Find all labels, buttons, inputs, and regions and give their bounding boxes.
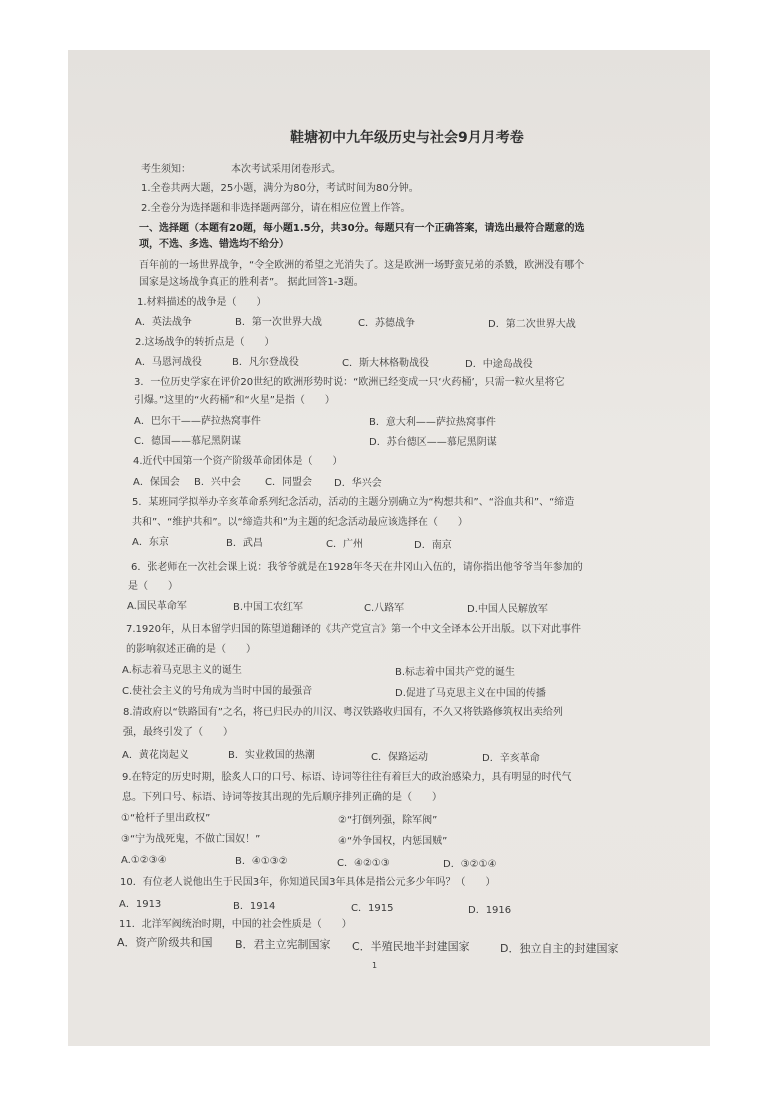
list-item: ①“枪杆子里出政权” (121, 813, 211, 824)
option: B．兴中会 (194, 477, 241, 488)
option: D．独立自主的封建国家 (500, 942, 619, 955)
option: B．武昌 (226, 538, 263, 549)
question-stem: 10．有位老人说他出生于民国3年，你知道民国3年具体是指公元多少年吗？（ ） (120, 877, 496, 888)
section-heading: 项，不选、多选、错选均不给分） (139, 239, 289, 250)
question-stem: 2.这场战争的转折点是（ ） (135, 337, 275, 348)
option: B．④①③② (235, 856, 288, 867)
option: B．1914 (233, 901, 276, 912)
option: C．④②①③ (337, 858, 390, 869)
question-stem: 共和”、“维护共和”。以“缔造共和”为主题的纪念活动最应该选择在（ ） (132, 517, 468, 528)
option: A.①②③④ (121, 855, 167, 866)
question-stem: 11．北洋军阀统治时期，中国的社会性质是（ ） (119, 919, 352, 930)
option: B．意大利——萨拉热窝事件 (369, 417, 496, 428)
option: D．辛亥革命 (482, 753, 540, 764)
option: C．斯大林格勒战役 (342, 358, 429, 369)
option: A．英法战争 (135, 317, 192, 328)
question-stem: 6．张老师在一次社会课上说：我爷爷就是在1928年冬天在井冈山入伍的，请你指出他爷爷当年参加的 (131, 562, 583, 573)
option: C．同盟会 (265, 477, 312, 488)
notice-line: 1.全卷共两大题，25小题，满分为80分，考试时间为80分钟。 (141, 183, 419, 194)
question-stem: 息。下列口号、标语、诗词等按其出现的先后顺序排列正确的是（ ） (122, 792, 442, 803)
option: A．马恩河战役 (135, 357, 202, 368)
page-title: 鞋塘初中九年级历史与社会9月月考卷 (290, 130, 524, 146)
option: D.中国人民解放军 (467, 604, 548, 615)
question-stem: 4.近代中国第一个资产阶级革命团体是（ ） (133, 456, 343, 467)
question-stem: 5．某班同学拟举办辛亥革命系列纪念活动，活动的主题分别确立为“构想共和”、“浴血共和”、“缔造 (132, 497, 575, 508)
option: A.标志着马克思主义的诞生 (122, 665, 242, 676)
notice-label: 考生须知： (141, 164, 191, 175)
option: B．君主立宪制国家 (235, 938, 331, 951)
material-text: 国家是这场战争真正的胜利者”。 据此回答1-3题。 (139, 277, 364, 288)
option: C．保路运动 (371, 752, 428, 763)
option: B．凡尔登战役 (232, 357, 299, 368)
option: D．1916 (468, 905, 512, 916)
option: A．1913 (119, 899, 162, 910)
option: D．南京 (414, 540, 452, 551)
option: A.国民革命军 (127, 601, 187, 612)
option: A．黄花岗起义 (122, 750, 189, 761)
option: D.促进了马克思主义在中国的传播 (395, 688, 546, 699)
section-heading: 一、选择题（本题有20题，每小题1.5分，共30分。每题只有一个正确答案，请选出最符合题意的选 (139, 223, 585, 234)
question-stem: 的影响叙述正确的是（ ） (126, 644, 256, 655)
option: C.八路军 (364, 603, 405, 614)
option: C.使社会主义的号角成为当时中国的最强音 (122, 686, 313, 697)
notice-line: 本次考试采用闭卷形式。 (231, 164, 341, 175)
question-stem: 强，最终引发了（ ） (123, 727, 233, 738)
material-text: 百年前的一场世界战争，“令全欧洲的希望之光消失了。这是欧洲一场野蛮兄弟的杀戮，欧洲没有哪个 (139, 260, 585, 271)
page-number: 1 (372, 961, 378, 970)
option: D．华兴会 (334, 478, 382, 489)
option: A．东京 (132, 537, 169, 548)
notice-line: 2.全卷分为选择题和非选择题两部分，请在相应位置上作答。 (141, 203, 411, 214)
option: B.标志着中国共产党的诞生 (395, 667, 516, 678)
option: D．中途岛战役 (465, 359, 533, 370)
exam-paper (68, 50, 710, 1046)
question-stem: 3．一位历史学家在评价20世纪的欧洲形势时说：“欧洲已经变成一只‘火药桶’，只需一粒火星将它 (134, 377, 565, 388)
option: A．资产阶级共和国 (117, 936, 213, 949)
option: B.中国工农红军 (233, 602, 304, 613)
option: C．半殖民地半封建国家 (352, 940, 470, 953)
option: C．苏德战争 (358, 318, 415, 329)
question-stem: 是（ ） (128, 581, 178, 592)
question-stem: 7.1920年，从日本留学归国的陈望道翻译的《共产党宣言》第一个中文全译本公开出版。以下对此事件 (126, 624, 581, 635)
question-stem: 9.在特定的历史时期，脍炙人口的口号、标语、诗词等往往有着巨大的政治感染力，具有明显的时代气 (122, 772, 572, 783)
option: C．广州 (326, 539, 363, 550)
list-item: ③“宁为战死鬼，不做亡国奴！” (121, 834, 261, 845)
option: C．德国——慕尼黑阴谋 (134, 436, 241, 447)
question-stem: 1.材料描述的战争是（ ） (137, 297, 267, 308)
option: D．苏台德区——慕尼黑阴谋 (369, 437, 497, 448)
option: A．保国会 (133, 477, 180, 488)
option: A．巴尔干——萨拉热窝事件 (134, 416, 261, 427)
option: D．第二次世界大战 (488, 319, 576, 330)
question-stem: 8.清政府以“铁路国有”之名，将已归民办的川汉、粤汉铁路收归国有，不久又将铁路修筑权出卖给列 (123, 707, 563, 718)
list-item: ④“外争国权，内惩国贼” (338, 836, 448, 847)
option: C．1915 (351, 903, 394, 914)
list-item: ②“打倒列强，除军阀” (338, 815, 438, 826)
option: B．第一次世界大战 (235, 317, 322, 328)
question-stem: 引爆。”这里的“火药桶”和“火星”是指（ ） (134, 395, 335, 406)
option: B．实业救国的热潮 (228, 750, 315, 761)
option: D．③②①④ (443, 859, 497, 870)
